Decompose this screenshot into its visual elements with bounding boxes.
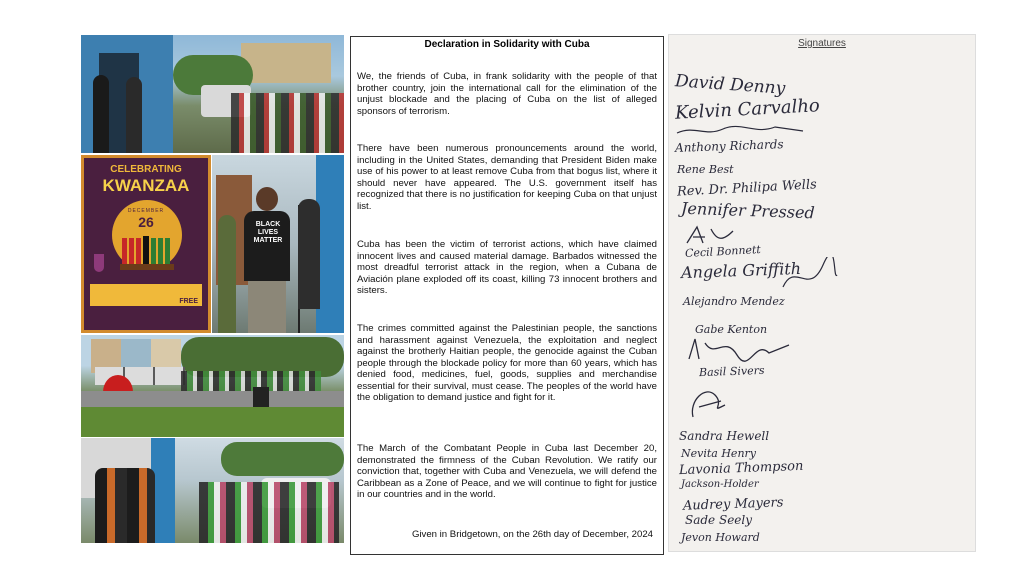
paragraph-3: Cuba has been the victim of terrorist actions, which have claimed innocent lives and caused material damage. Barbados witnessed the most dreadful terrorist attack in the region, when a Cubana de Aviación plane exploded off its coast, killing 73 innocent brothers and sisters. (357, 239, 657, 296)
poster-celebrating: CELEBRATING (110, 164, 182, 175)
bin (253, 387, 269, 409)
signature: Kelvin Carvalho (674, 95, 821, 124)
signature: Anthony Richards (674, 137, 784, 155)
signature: Lavonia Thompson (678, 458, 804, 479)
speaker-person (93, 75, 109, 153)
given-in-bridgetown: Given in Bridgetown, on the 26th day of December, 2024 (411, 529, 653, 540)
signature: Rev. Dr. Philipa Wells (676, 177, 818, 200)
paragraph-4: The crimes committed against the Palestinian people, the sanctions and harassment against Venezuela, the exploitation and neglect against the brotherly Haitian people, the genocide against the Cuban people through the blockade policy for more than 60 years, which has denied food, medicines, fuel, goods, supplies and merchandise essential for their survival, must cease. The peoples of the world have the obligation to demand justice and fight for it. (357, 323, 657, 403)
blue-pillar (316, 155, 344, 333)
shirt-line-2: LIVES (257, 229, 279, 236)
poster-day: 26 (138, 214, 154, 230)
shirt-line-1: BLACK (255, 221, 281, 228)
bystander (218, 215, 236, 333)
shirt-text (248, 221, 288, 245)
signature: Basil Sivers (698, 363, 765, 380)
signature: Sandra Hewell (679, 429, 770, 443)
man-legs (248, 281, 286, 333)
group-right (199, 482, 339, 543)
kwanzaa-poster (81, 155, 211, 333)
man-head (256, 187, 278, 211)
photo-crowd-blue-building (81, 35, 344, 153)
signature: David Denny (674, 71, 786, 99)
group-left (95, 468, 155, 543)
crowd (231, 93, 344, 153)
signature: Rene Best (677, 163, 734, 176)
speaker-person-2 (126, 77, 142, 153)
signature: Nevita Henry (681, 447, 757, 460)
signature-scribble (685, 381, 735, 421)
second-man (298, 199, 320, 309)
poster-free: FREE (179, 298, 198, 305)
poster-month: DECEMBER (127, 208, 165, 214)
photo-group-blue-building (81, 438, 344, 543)
signature: Cecil Bonnett (684, 243, 762, 260)
paragraph-1: We, the friends of Cuba, in frank solidarity with the people of that brother country, join the international call for the elimination of the unjust blockade and the placing of Cuba on the list of alleged sponsors of terrorism. (357, 71, 657, 117)
signature-scribble (779, 257, 839, 293)
signature: Gabe Kenton (695, 323, 768, 336)
declaration-document (350, 36, 664, 555)
signature-sheet (668, 34, 976, 552)
trees-right (221, 442, 344, 476)
photo-speaker-blm (212, 155, 344, 333)
paragraph-5: The March of the Combatant People in Cuba last December 20, demonstrated the firmness of the Cuban Revolution. We ratify our conviction that, together with Cuba and Venezuela, we will defend the Caribbean as a Zone of Peace, and we will continue to fight for justice in our countries and in the world. (357, 443, 657, 500)
poster-kwanzaa: KWANZAA (102, 176, 190, 195)
signature: Sade Seely (685, 513, 753, 527)
signatures-title: Signatures (798, 38, 846, 49)
signature: Jevon Howard (681, 531, 760, 544)
declaration-title: Declaration in Solidarity with Cuba (424, 39, 590, 50)
photo-street-gathering (81, 335, 344, 437)
kinara-candles (120, 232, 176, 272)
signature-scribble (675, 123, 805, 139)
signature: Alejandro Mendez (683, 295, 785, 308)
signature: Angela Griffith (680, 258, 802, 283)
shirt-line-3: MATTER (253, 237, 283, 244)
signature: Audrey Mayers (682, 495, 784, 514)
paragraph-2: There have been numerous pronouncements around the world, including in the United States, demanding that President Biden make use of his power to at least remove Cuba from that bogus list, where it should never have appeared. The U.S. government itself has recognized that there is no justification for keeping Cuba on that unjust list. (357, 143, 657, 212)
road (81, 391, 344, 407)
roof-building (241, 43, 331, 83)
grass (81, 407, 344, 437)
poster-glass (94, 254, 104, 272)
signature: Jennifer Pressed (680, 198, 816, 223)
signature-scribble (685, 335, 795, 365)
signature: Jackson-Holder (681, 479, 759, 490)
